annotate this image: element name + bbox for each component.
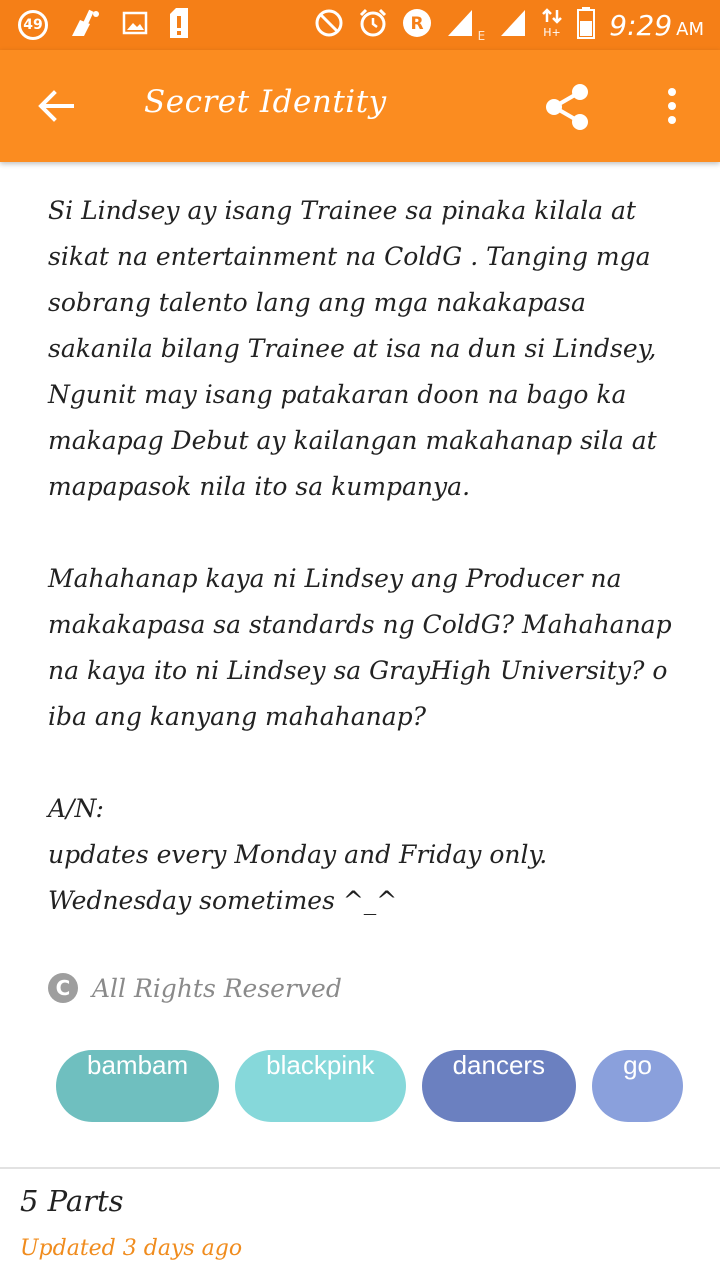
svg-text:R: R	[410, 14, 424, 34]
more-options-button[interactable]	[656, 84, 688, 128]
more-vert-icon	[656, 84, 688, 128]
copyright-label: All Rights Reserved	[92, 973, 342, 1003]
share-icon	[540, 80, 594, 134]
alarm-icon	[358, 8, 388, 42]
tag-go[interactable]: go	[592, 1050, 683, 1122]
clock-ampm: AM	[676, 18, 704, 40]
copyright-info	[48, 966, 342, 1010]
do-not-disturb-icon	[314, 8, 344, 42]
cleaner-icon	[68, 8, 102, 42]
story-title: Secret Identity	[144, 84, 387, 120]
copyright-icon: C	[48, 973, 78, 1003]
share-button[interactable]	[540, 80, 594, 134]
tag-dancers[interactable]: dancers	[422, 1050, 577, 1122]
battery-icon	[577, 7, 595, 43]
back-button[interactable]	[34, 84, 78, 128]
network-type-label: E	[477, 29, 486, 43]
parts-count[interactable]: 5 Parts	[20, 1184, 124, 1218]
arrow-back-icon	[34, 84, 78, 128]
tag-bambam[interactable]: bambam	[56, 1050, 219, 1122]
signal-icon	[446, 8, 474, 42]
roaming-icon	[402, 8, 432, 42]
app-bar	[0, 50, 720, 162]
signal-2-icon	[499, 8, 527, 42]
clock-time: 9:29	[609, 8, 673, 42]
updated-label: Updated 3 days ago	[20, 1236, 243, 1261]
sd-card-alert-icon	[168, 8, 190, 42]
notification-count-icon: 49	[18, 10, 48, 40]
gallery-icon	[122, 11, 148, 39]
data-transfer-icon	[541, 8, 563, 42]
svg-text:H+: H+	[543, 26, 562, 38]
tag-blackpink[interactable]: blackpink	[235, 1050, 405, 1122]
tags-list[interactable]	[56, 1050, 688, 1124]
status-bar	[0, 0, 720, 50]
divider	[0, 1167, 720, 1169]
story-description: Si Lindsey ay isang Trainee sa pinaka kilala at sikat na entertainment na ColdG . Tanging mga sobrang talento lang ang mga nakakapasa sakanila bilang Trainee at isa na dun si Lindsey, Ngunit may isang patakaran doon na bago ka makapag Debut ay kailangan makahanap sila at mapapasok nila ito sa kumpanya. Mahahanap kaya ni Lindsey ang Producer na makakapasa sa standards ng ColdG? Mahahanap na kaya ito ni Lindsey sa GrayHigh University? o iba ang kanyang mahahanap? A/N: updates every Monday and Friday only. Wednesday sometimes ^_^	[48, 196, 672, 915]
